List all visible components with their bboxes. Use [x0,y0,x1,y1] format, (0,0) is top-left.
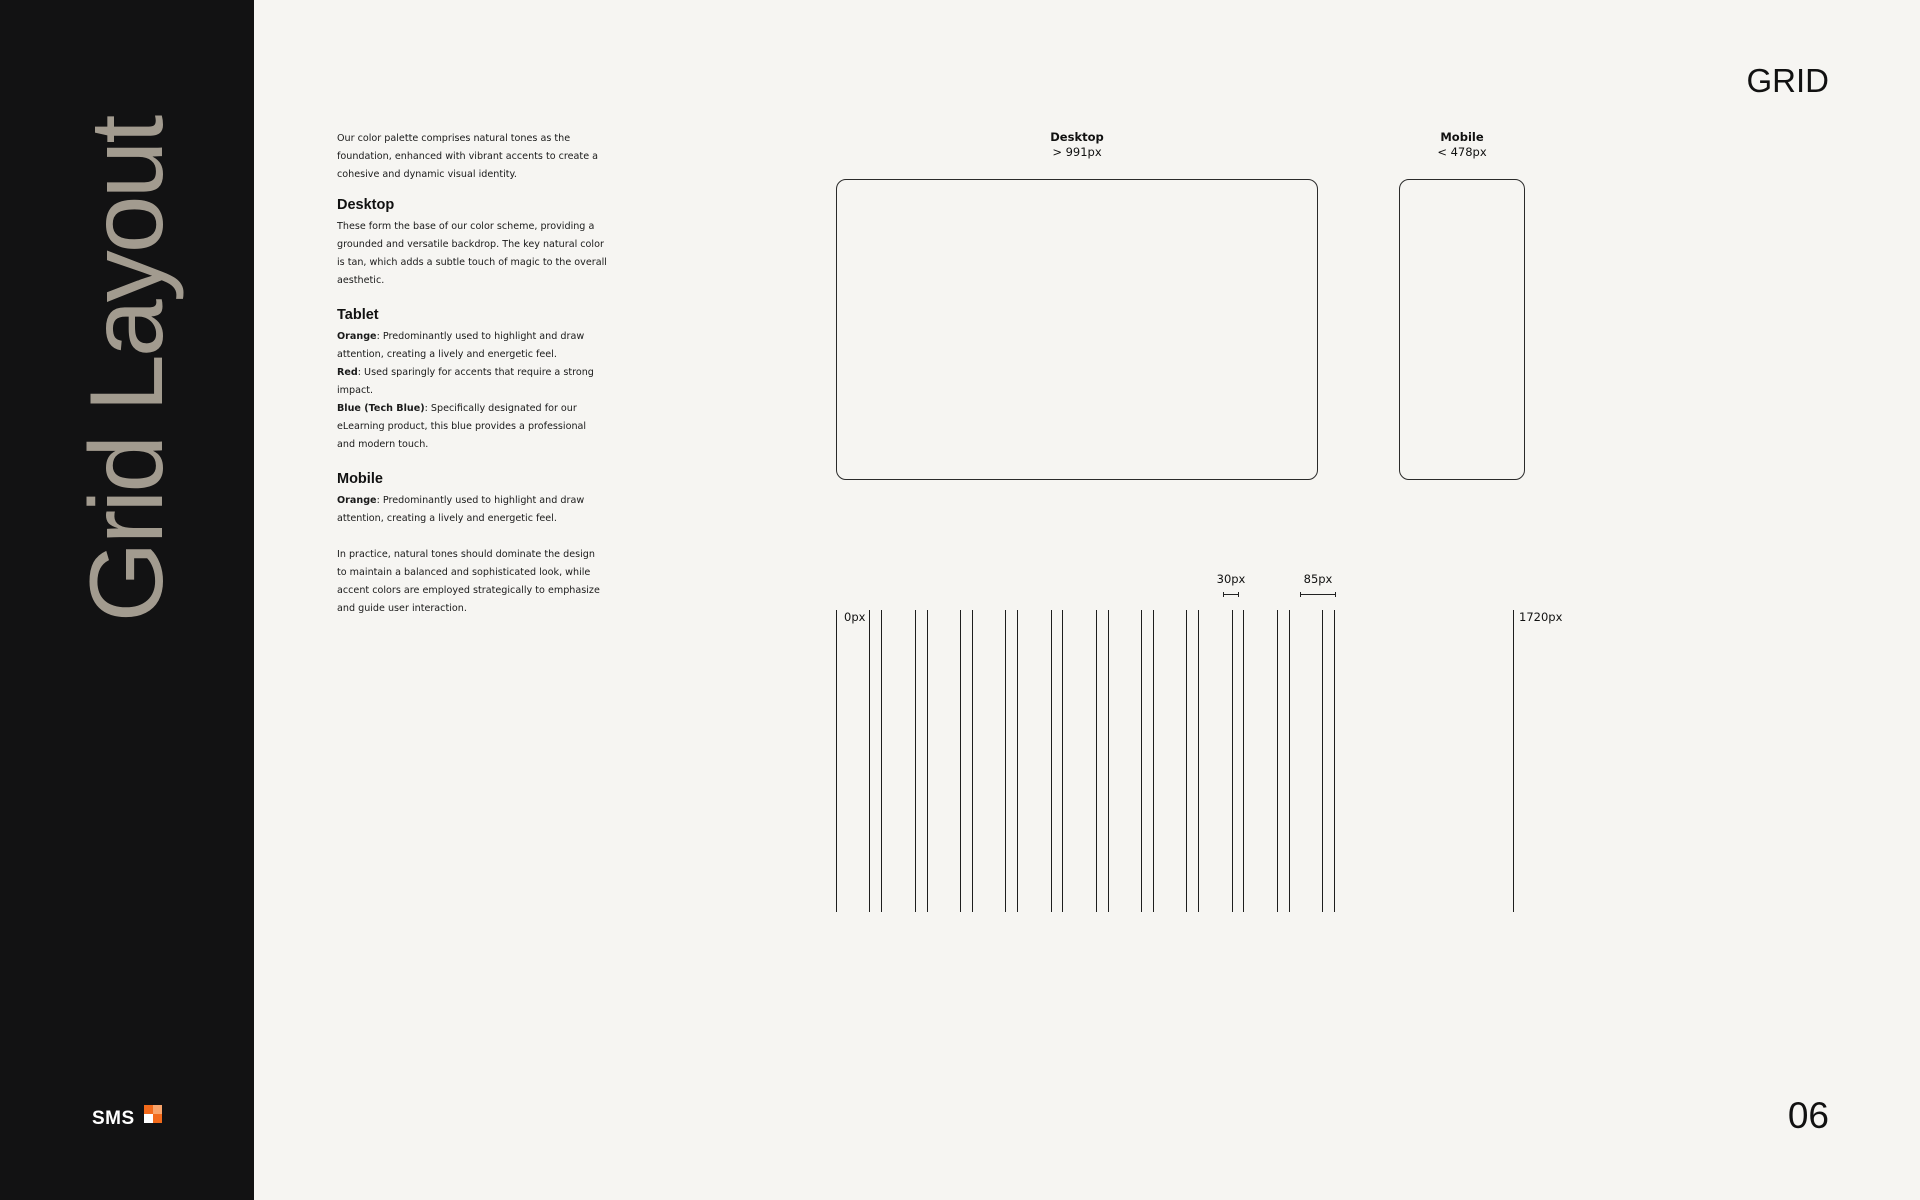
grid-line [1198,610,1199,912]
grid-line [1243,610,1244,912]
grid-line [915,610,916,912]
section-label: GRID [1746,62,1829,99]
mobile-list [337,492,607,528]
grid-line [1277,610,1278,912]
grid-line [1051,610,1052,912]
desktop-label [1050,130,1103,160]
tablet-item: Orange: Predominantly used to highlight and draw attention, creating a lively and energetic feel. [337,331,585,360]
grid-line [1017,610,1018,912]
grid-line [1096,610,1097,912]
brand-logo [92,1108,135,1132]
description-column [337,130,607,618]
mobile-frame [1399,179,1525,480]
grid-line [1232,610,1233,912]
sidebar [0,0,254,1200]
desktop-frame [836,179,1318,480]
grid-line [972,610,973,912]
grid-start-label: 0px [844,610,866,624]
grid-line [869,610,870,912]
grid-line [1141,610,1142,912]
mobile-size: < 478px [1437,145,1487,159]
mobile-heading: Mobile [337,471,383,487]
section-title-vertical: Grid Layout [69,117,185,623]
tablet-list [337,328,607,454]
grid-line [1513,610,1514,912]
grid-line [1153,610,1154,912]
grid-line [881,610,882,912]
mobile-name: Mobile [1440,130,1484,144]
tablet-heading: Tablet [337,307,379,323]
intro-paragraph: Our color palette comprises natural tones as the foundation, enhanced with vibrant accents to create a cohesive and dynamic visual identity. [337,133,599,180]
grid-line [1005,610,1006,912]
desktop-heading: Desktop [337,197,395,213]
grid-line [927,610,928,912]
desktop-paragraph: These form the base of our color scheme, providing a grounded and versatile backdrop. The key natural color is tan, which adds a subtle touch of magic to the overall aesthetic. [337,221,607,286]
grid-line [1289,610,1290,912]
closing-paragraph: In practice, natural tones should dominate the design to maintain a balanced and sophisticated look, while accent colors are employed strategically to emphasize and guide user interaction. [337,549,600,614]
grid-line [1108,610,1109,912]
grid-line [836,610,837,912]
tablet-item: Red: Used sparingly for accents that require a strong impact. [337,367,594,396]
grid-line [1334,610,1335,912]
logo-text: SMS [92,1108,135,1129]
gutter-measure-label: 30px [1216,572,1246,586]
column-measure-bracket [1300,592,1336,597]
desktop-name: Desktop [1050,130,1104,144]
mobile-label [1437,130,1486,160]
grid-line [1062,610,1063,912]
gutter-measure-bracket [1223,592,1239,597]
grid-end-label: 1720px [1519,610,1563,624]
grid-line [1322,610,1323,912]
grid-line [1186,610,1187,912]
mobile-item: Orange: Predominantly used to highlight and draw attention, creating a lively and energetic feel. [337,495,585,524]
tablet-item: Blue (Tech Blue): Specifically designated for our eLearning product, this blue provides a professional and modern touch. [337,403,587,450]
grid-line [960,610,961,912]
page-number: 06 [1787,1095,1829,1136]
column-measure-label: 85px [1303,572,1333,586]
column-grid [836,610,1513,912]
desktop-size: > 991px [1052,145,1102,159]
